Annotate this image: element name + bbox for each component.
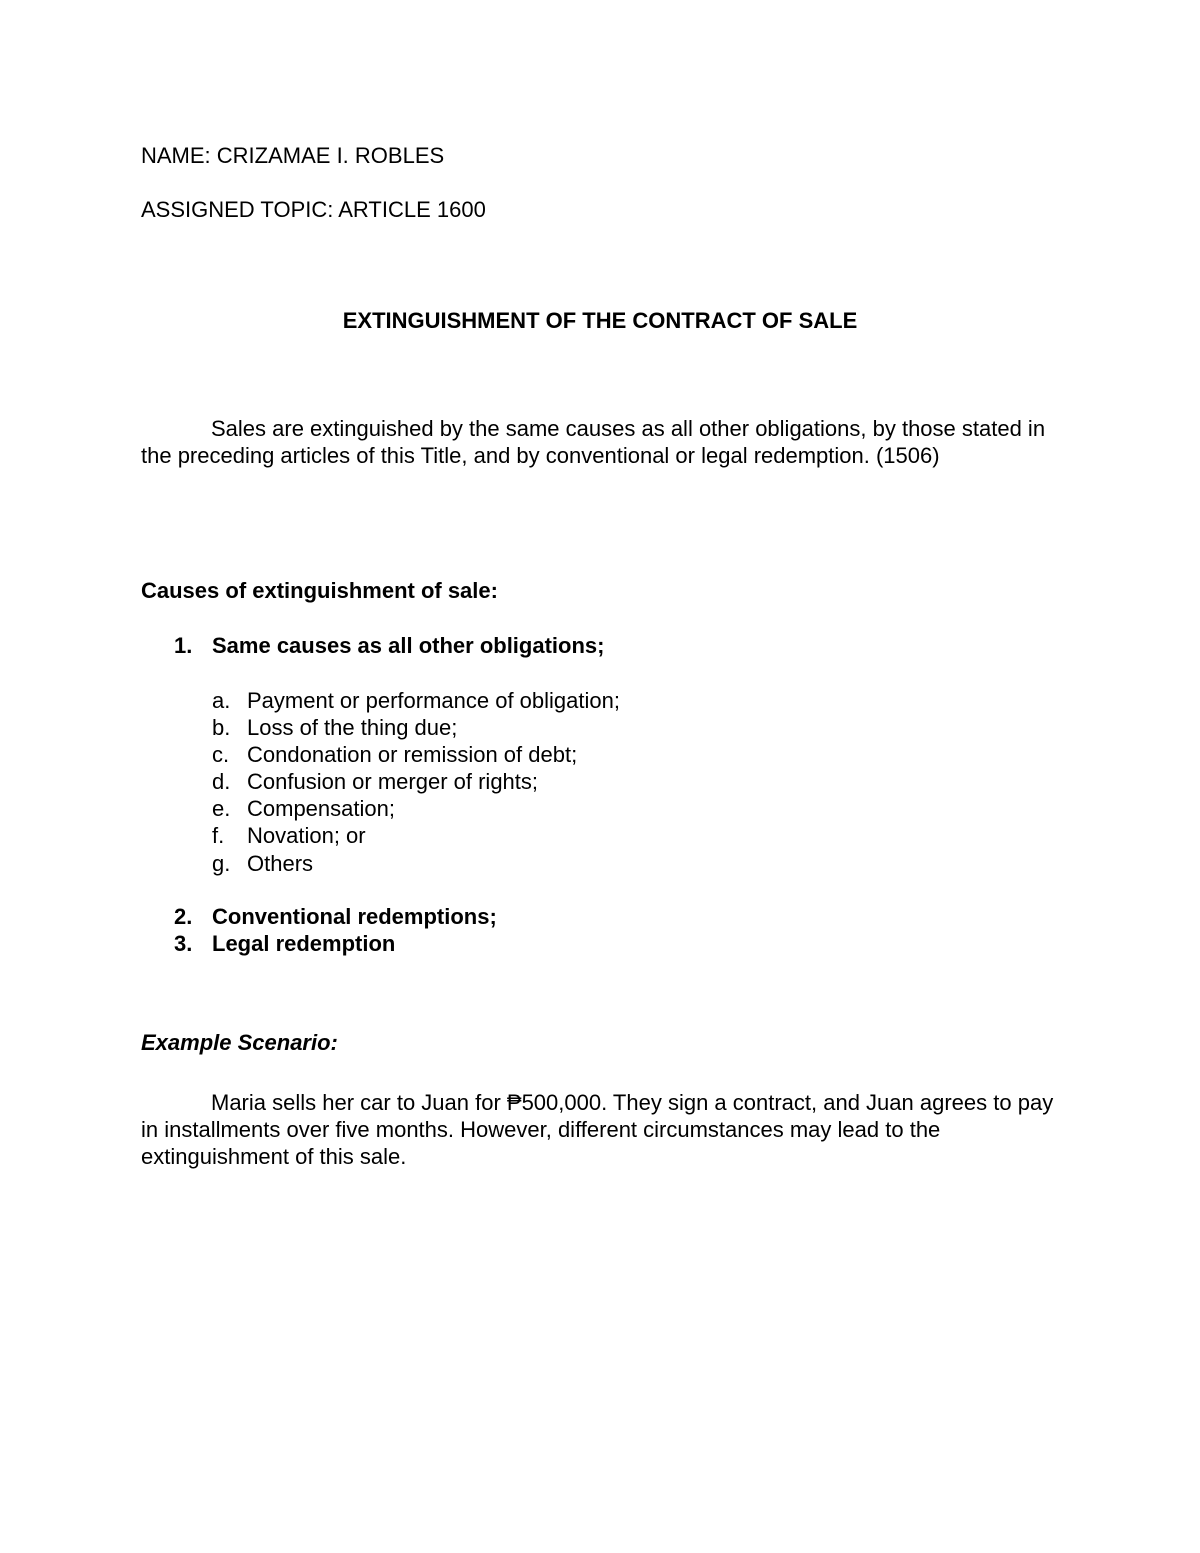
example-paragraph: Maria sells her car to Juan for ₱500,000. They sign a contract, and Juan agrees to pay in installments over five months. However, different circumstances may lead to the extinguishment of this sale. — [141, 1090, 1054, 1169]
sub-cause-label: Confusion or merger of rights; — [247, 769, 539, 794]
cause-item-2 — [174, 903, 497, 930]
list-marker: c. — [212, 742, 230, 767]
causes-heading: Causes of extinguishment of sale: — [141, 578, 498, 603]
cause-label: Legal redemption — [212, 931, 396, 956]
sub-cause-item-c — [212, 741, 577, 768]
document-title: EXTINGUISHMENT OF THE CONTRACT OF SALE — [342, 308, 858, 333]
list-marker: 1. — [174, 633, 193, 658]
sub-cause-item-b — [212, 714, 457, 741]
student-name: NAME: CRIZAMAE I. ROBLES — [141, 143, 445, 168]
list-marker: e. — [212, 796, 231, 821]
assigned-topic: ASSIGNED TOPIC: ARTICLE 1600 — [141, 197, 486, 222]
sub-cause-item-e — [212, 795, 395, 822]
list-marker: g. — [212, 851, 231, 876]
sub-cause-label: Novation; or — [247, 823, 366, 848]
sub-cause-label: Payment or performance of obligation; — [247, 688, 620, 713]
list-marker: 3. — [174, 931, 193, 956]
sub-cause-item-g — [212, 850, 313, 877]
list-marker: a. — [212, 688, 231, 713]
sub-cause-label: Compensation; — [247, 796, 395, 821]
sub-cause-label: Others — [247, 851, 314, 876]
list-marker: f. — [212, 823, 225, 848]
sub-cause-label: Loss of the thing due; — [247, 715, 458, 740]
sub-cause-label: Condonation or remission of debt; — [247, 742, 578, 767]
example-heading: Example Scenario: — [141, 1030, 338, 1055]
sub-cause-item-a — [212, 687, 620, 714]
sub-cause-item-d — [212, 768, 538, 795]
list-marker: d. — [212, 769, 231, 794]
sub-cause-item-f — [212, 822, 366, 849]
list-marker: 2. — [174, 904, 193, 929]
cause-item-3 — [174, 930, 395, 957]
article-paragraph: Sales are extinguished by the same causes as all other obligations, by those stated in the preceding articles of this Title, and by conventional or legal redemption. (1506) — [141, 416, 1046, 468]
list-marker: b. — [212, 715, 231, 740]
cause-label: Conventional redemptions; — [212, 904, 497, 929]
cause-label: Same causes as all other obligations; — [212, 633, 605, 658]
cause-item-1 — [174, 632, 604, 659]
